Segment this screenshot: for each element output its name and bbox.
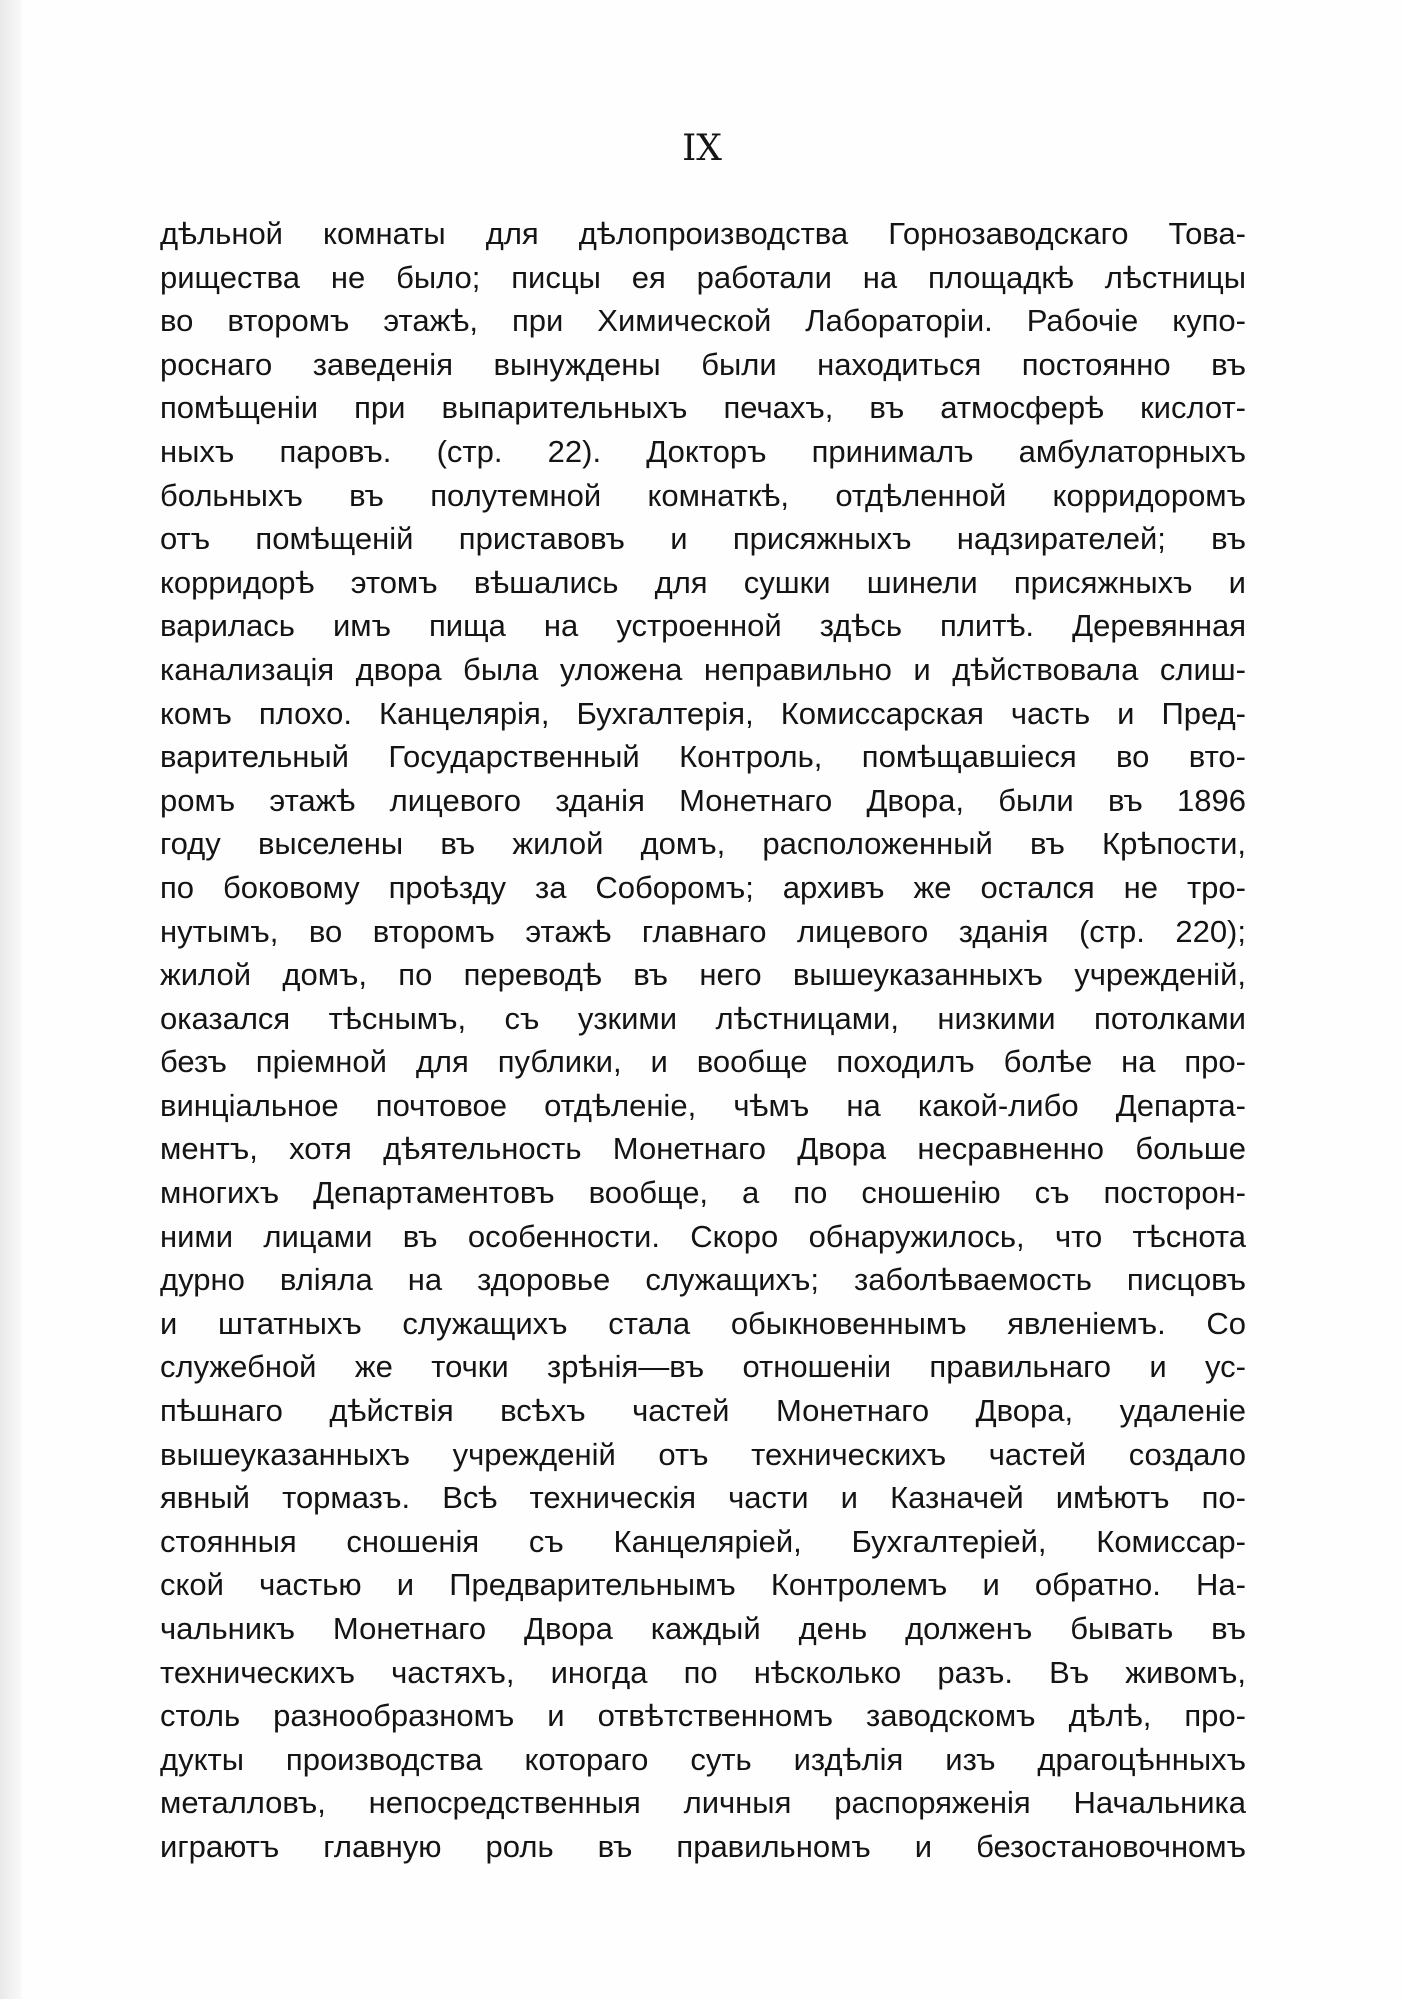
- text-line: вышеуказанныхъ учрежденій отъ техническихъ частей создало: [160, 1436, 1246, 1472]
- text-line: столь разнообразномъ и отвѣтственномъ заводскомъ дѣлѣ, про-: [160, 1698, 1246, 1734]
- text-line: комъ плохо. Канцелярія, Бухгалтерія, Комиссарская часть и Пред-: [160, 695, 1246, 731]
- text-line: служебной же точки зрѣнія—въ отношеніи правильнаго и ус-: [160, 1349, 1246, 1385]
- text-line: чальникъ Монетнаго Двора каждый день долженъ бывать въ: [160, 1611, 1246, 1646]
- text-line: больныхъ въ полутемной комнаткѣ, отдѣленной корридоромъ: [160, 477, 1246, 513]
- text-line: помѣщеніи при выпарительныхъ печахъ, въ атмосферѣ кислот-: [160, 390, 1246, 426]
- text-line: стоянныя сношенія съ Канцеляріей, Бухгалтеріей, Комиссар-: [160, 1523, 1246, 1559]
- text-line: роснаго заведенія вынуждены были находиться постоянно въ: [160, 346, 1246, 382]
- text-line: дурно вліяла на здоровье служащихъ; заболѣваемость писцовъ: [160, 1262, 1246, 1298]
- text-line: по боковому проѣзду за Соборомъ; архивъ же остался не тро-: [160, 869, 1246, 905]
- text-line: ромъ этажѣ лицевого зданія Монетнаго Двора, были въ 1896: [160, 782, 1246, 818]
- text-line: нутымъ, во второмъ этажѣ главнаго лицевого зданія (стр. 220);: [160, 913, 1246, 949]
- text-line: ментъ, хотя дѣятельность Монетнаго Двора несравненно больше: [160, 1131, 1246, 1167]
- text-line: играютъ главную роль въ правильномъ и безостановочномъ: [160, 1828, 1246, 1864]
- text-line: оказался тѣснымъ, съ узкими лѣстницами, низкими потолками: [160, 1000, 1246, 1036]
- text-line: многихъ Департаментовъ вообще, а по сношенію съ посторон-: [160, 1175, 1246, 1211]
- text-line: канализація двора была уложена неправильно и дѣйствовала слиш-: [160, 651, 1246, 687]
- text-line: дѣльной комнаты для дѣлопроизводства Горнозаводскаго Това-: [160, 216, 1246, 251]
- text-line: ними лицами въ особенности. Скоро обнаружилось, что тѣснота: [160, 1218, 1246, 1254]
- text-line: дукты производства котораго суть издѣлія изъ драгоцѣнныхъ: [160, 1741, 1246, 1777]
- page-edge-shadow: [0, 0, 22, 1999]
- text-line: рищества не было; писцы ея работали на площадкѣ лѣстницы: [160, 259, 1246, 295]
- text-line: ской частью и Предварительнымъ Контролемъ и обратно. На-: [160, 1567, 1246, 1603]
- text-line: корридорѣ этомъ вѣшались для сушки шинели присяжныхъ и: [160, 564, 1246, 600]
- text-line: винціальное почтовое отдѣленіе, чѣмъ на какой-либо Департа-: [160, 1087, 1246, 1123]
- text-line: техническихъ частяхъ, иногда по нѣсколько разъ. Въ живомъ,: [160, 1654, 1246, 1690]
- text-line: и штатныхъ служащихъ стала обыкновеннымъ явленіемъ. Со: [160, 1305, 1246, 1341]
- text-line: отъ помѣщеній приставовъ и присяжныхъ надзирателей; въ: [160, 521, 1246, 557]
- text-line: варительный Государственный Контроль, помѣщавшіеся во вто-: [160, 739, 1246, 775]
- text-line: безъ пріемной для публики, и вообще походилъ болѣе на про-: [160, 1044, 1246, 1080]
- text-line: варилась имъ пища на устроенной здѣсь плитѣ. Деревянная: [160, 608, 1246, 644]
- body-text: [160, 212, 1246, 1869]
- text-line: году выселены въ жилой домъ, расположенный въ Крѣпости,: [160, 826, 1246, 862]
- text-line: металловъ, непосредственныя личныя распоряженія Начальника: [160, 1785, 1246, 1821]
- text-line: ныхъ паровъ. (стр. 22). Докторъ принималъ амбулаторныхъ: [160, 433, 1246, 469]
- text-line: во второмъ этажѣ, при Химической Лабораторіи. Рабочіе купо-: [160, 303, 1246, 339]
- text-line: явный тормазъ. Всѣ техническія части и Казначей имѣютъ по-: [160, 1480, 1246, 1516]
- text-line: жилой домъ, по переводѣ въ него вышеуказанныхъ учрежденій,: [160, 957, 1246, 993]
- page-number: IX: [682, 128, 722, 169]
- text-line: пѣшнаго дѣйствія всѣхъ частей Монетнаго Двора, удаленіе: [160, 1393, 1246, 1429]
